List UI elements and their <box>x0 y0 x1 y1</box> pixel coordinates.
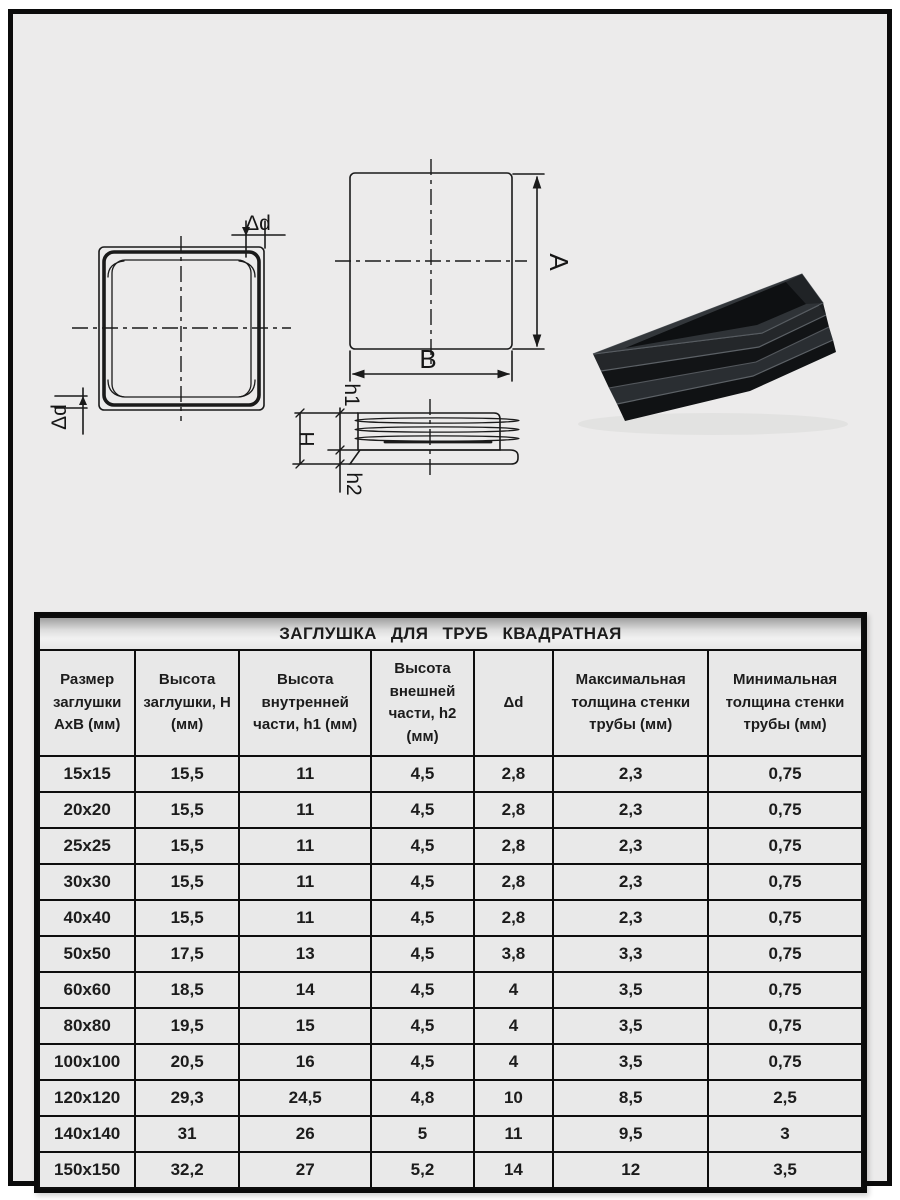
size-cell: 50x50 <box>39 936 135 972</box>
value-cell: 14 <box>239 972 372 1008</box>
table-body <box>39 756 862 1188</box>
size-cell: 30x30 <box>39 864 135 900</box>
value-cell: 0,75 <box>708 864 862 900</box>
value-cell: 0,75 <box>708 756 862 792</box>
table-row <box>39 1116 862 1152</box>
value-cell: 4,5 <box>371 756 473 792</box>
table-row <box>39 900 862 936</box>
value-cell: 15,5 <box>135 828 239 864</box>
value-cell: 2,3 <box>553 900 708 936</box>
value-cell: 17,5 <box>135 936 239 972</box>
value-cell: 0,75 <box>708 1008 862 1044</box>
value-cell: 5 <box>371 1116 473 1152</box>
spec-table <box>38 616 863 1189</box>
value-cell: 32,2 <box>135 1152 239 1188</box>
value-cell: 4,5 <box>371 936 473 972</box>
table-row <box>39 1008 862 1044</box>
value-cell: 2,3 <box>553 756 708 792</box>
table-row <box>39 1152 862 1188</box>
table-row <box>39 828 862 864</box>
value-cell: 20,5 <box>135 1044 239 1080</box>
value-cell: 0,75 <box>708 900 862 936</box>
dim-h-total <box>293 409 358 468</box>
value-cell: 10 <box>474 1080 554 1116</box>
sheet-frame <box>8 9 892 1186</box>
spec-table-wrap <box>34 612 867 1193</box>
value-cell: 4,5 <box>371 900 473 936</box>
delta-d-top-label: Δd <box>245 212 271 235</box>
size-cell: 60x60 <box>39 972 135 1008</box>
value-cell: 4,5 <box>371 1044 473 1080</box>
value-cell: 3,8 <box>474 936 554 972</box>
value-cell: 15 <box>239 1008 372 1044</box>
dim-h2 <box>336 450 365 496</box>
value-cell: 27 <box>239 1152 372 1188</box>
dimension-b-label: B <box>419 344 437 374</box>
table-row <box>39 972 862 1008</box>
value-cell: 15,5 <box>135 756 239 792</box>
value-cell: 5,2 <box>371 1152 473 1188</box>
size-cell: 25x25 <box>39 828 135 864</box>
value-cell: 11 <box>239 828 372 864</box>
value-cell: 2,3 <box>553 864 708 900</box>
value-cell: 4 <box>474 972 554 1008</box>
column-header-3: Высота внутренней части, h1 (мм) <box>239 650 372 756</box>
value-cell: 19,5 <box>135 1008 239 1044</box>
size-cell: 15x15 <box>39 756 135 792</box>
value-cell: 4,8 <box>371 1080 473 1116</box>
value-cell: 3,3 <box>553 936 708 972</box>
value-cell: 0,75 <box>708 936 862 972</box>
value-cell: 24,5 <box>239 1080 372 1116</box>
value-cell: 2,8 <box>474 900 554 936</box>
value-cell: 3 <box>708 1116 862 1152</box>
value-cell: 16 <box>239 1044 372 1080</box>
flange <box>350 450 518 464</box>
dimension-h2-label: h2 <box>342 472 365 496</box>
fin <box>355 418 519 423</box>
value-cell: 11 <box>239 756 372 792</box>
value-cell: 2,8 <box>474 792 554 828</box>
value-cell: 29,3 <box>135 1080 239 1116</box>
value-cell: 4,5 <box>371 972 473 1008</box>
value-cell: 2,3 <box>553 792 708 828</box>
value-cell: 15,5 <box>135 792 239 828</box>
front-view <box>48 212 291 434</box>
column-header-1: Размер заглушки АхВ (мм) <box>39 650 135 756</box>
value-cell: 18,5 <box>135 972 239 1008</box>
value-cell: 3,5 <box>553 1008 708 1044</box>
value-cell: 2,8 <box>474 756 554 792</box>
column-header-4: Высота внешней части, h2 (мм) <box>371 650 473 756</box>
value-cell: 4,5 <box>371 828 473 864</box>
table-row <box>39 864 862 900</box>
value-cell: 0,75 <box>708 972 862 1008</box>
value-cell: 4,5 <box>371 864 473 900</box>
side-view <box>293 383 519 495</box>
column-header-2: Высота заглушки, Н (мм) <box>135 650 239 756</box>
fin <box>355 427 519 432</box>
column-header-7: Минимальная толщина стенки трубы (мм) <box>708 650 862 756</box>
cap-photo-3d <box>578 274 848 435</box>
fin <box>355 436 519 441</box>
value-cell: 3,5 <box>553 972 708 1008</box>
dimension-a-label: A <box>544 253 574 271</box>
value-cell: 14 <box>474 1152 554 1188</box>
value-cell: 11 <box>239 864 372 900</box>
value-cell: 11 <box>474 1116 554 1152</box>
value-cell: 4 <box>474 1044 554 1080</box>
dim-delta-d-left <box>48 388 87 434</box>
value-cell: 2,8 <box>474 864 554 900</box>
value-cell: 15,5 <box>135 864 239 900</box>
value-cell: 15,5 <box>135 900 239 936</box>
table-row <box>39 1044 862 1080</box>
value-cell: 2,5 <box>708 1080 862 1116</box>
value-cell: 4,5 <box>371 1008 473 1044</box>
plan-view <box>335 159 574 381</box>
technical-drawing <box>13 14 887 612</box>
value-cell: 26 <box>239 1116 372 1152</box>
table-row <box>39 756 862 792</box>
value-cell: 2,3 <box>553 828 708 864</box>
value-cell: 2,8 <box>474 828 554 864</box>
value-cell: 8,5 <box>553 1080 708 1116</box>
dimension-h1-label: h1 <box>340 383 363 407</box>
value-cell: 11 <box>239 792 372 828</box>
value-cell: 0,75 <box>708 1044 862 1080</box>
table-header-row <box>39 650 862 756</box>
size-cell: 150x150 <box>39 1152 135 1188</box>
value-cell: 13 <box>239 936 372 972</box>
column-header-6: Максимальная толщина стенки трубы (мм) <box>553 650 708 756</box>
value-cell: 31 <box>135 1116 239 1152</box>
value-cell: 0,75 <box>708 792 862 828</box>
value-cell: 3,5 <box>553 1044 708 1080</box>
size-cell: 140x140 <box>39 1116 135 1152</box>
value-cell: 3,5 <box>708 1152 862 1188</box>
table-row <box>39 936 862 972</box>
size-cell: 20x20 <box>39 792 135 828</box>
value-cell: 12 <box>553 1152 708 1188</box>
value-cell: 4,5 <box>371 792 473 828</box>
table-title: ЗАГЛУШКА ДЛЯ ТРУБ КВАДРАТНАЯ <box>39 617 862 650</box>
size-cell: 100x100 <box>39 1044 135 1080</box>
table-row <box>39 792 862 828</box>
size-cell: 120x120 <box>39 1080 135 1116</box>
size-cell: 40x40 <box>39 900 135 936</box>
value-cell: 4 <box>474 1008 554 1044</box>
value-cell: 9,5 <box>553 1116 708 1152</box>
delta-d-left-label: Δd <box>48 404 71 430</box>
column-header-5: Δd <box>474 650 554 756</box>
value-cell: 0,75 <box>708 828 862 864</box>
table-row <box>39 1080 862 1116</box>
value-cell: 11 <box>239 900 372 936</box>
dimension-h-label: H <box>296 431 319 447</box>
size-cell: 80x80 <box>39 1008 135 1044</box>
